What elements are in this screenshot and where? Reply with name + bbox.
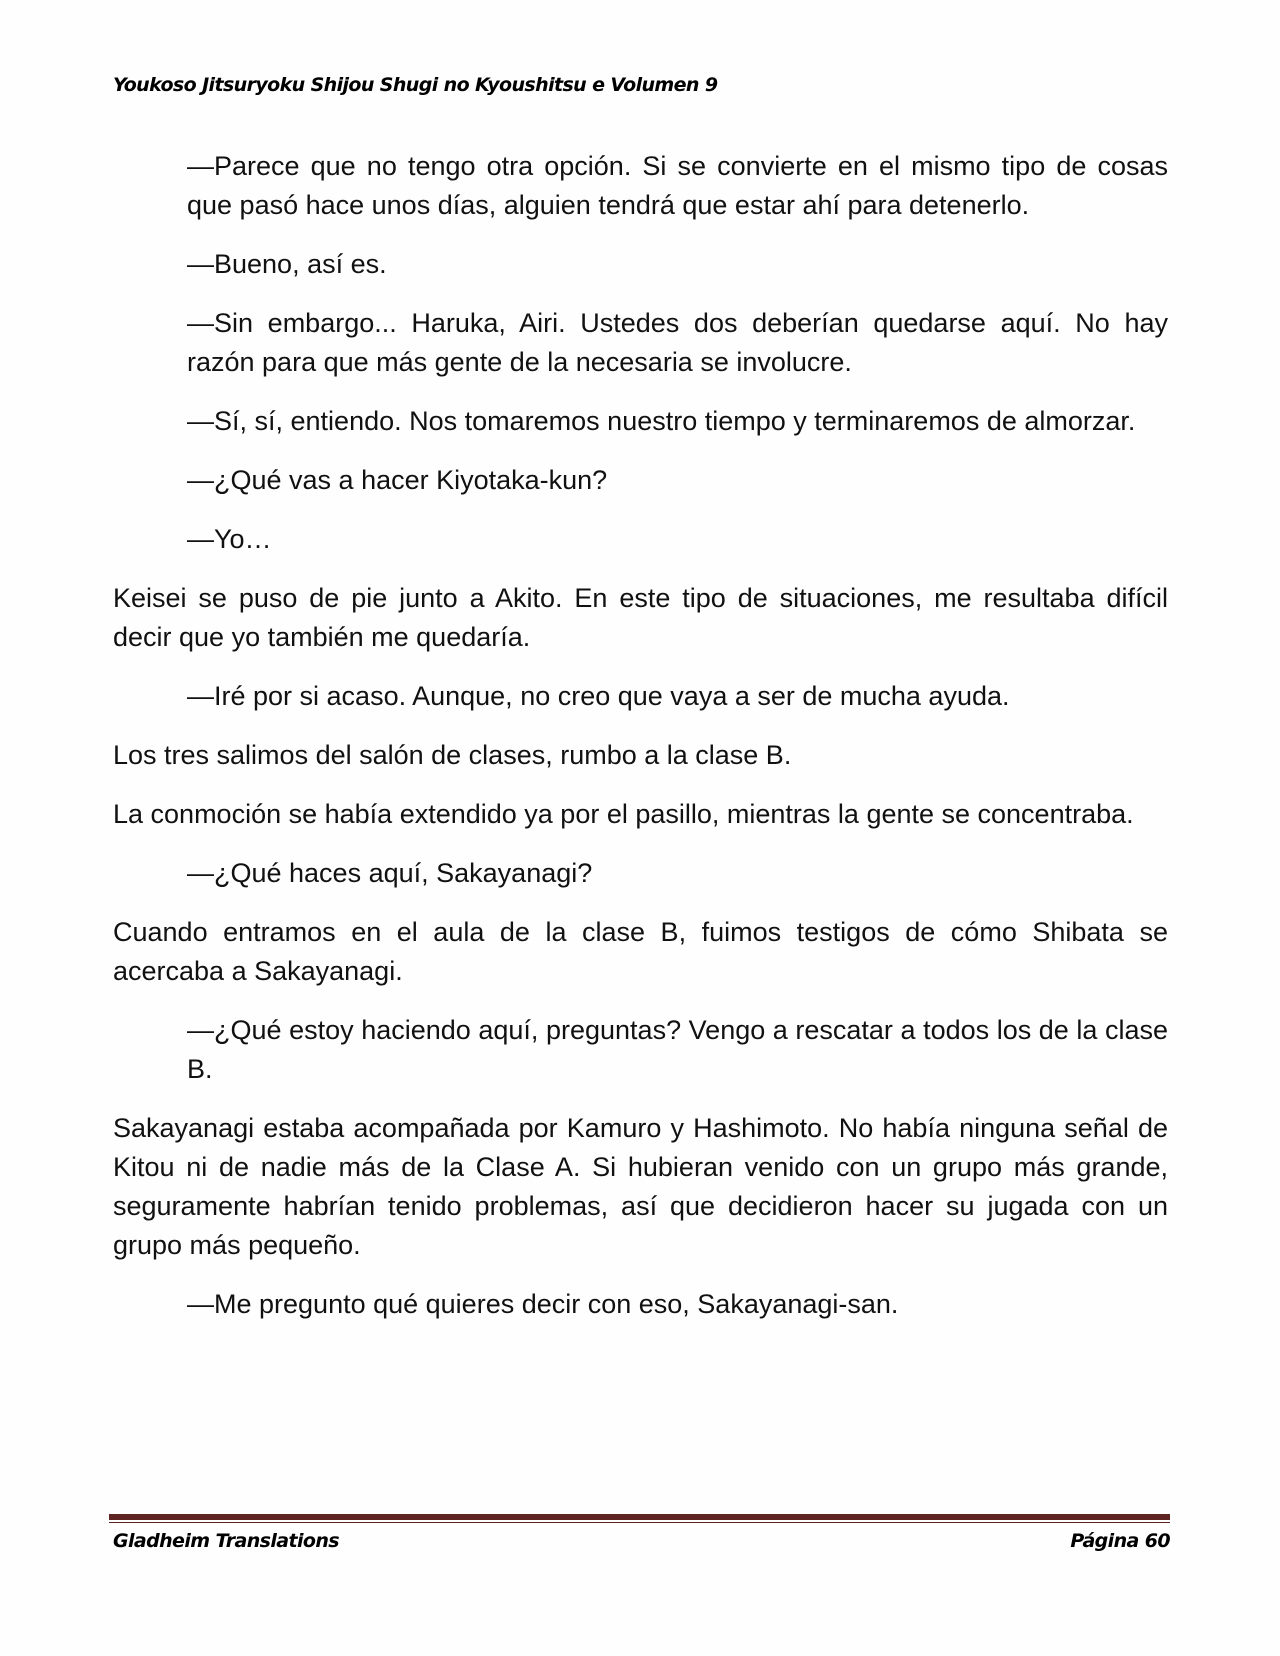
paragraph-narration: Sakayanagi estaba acompañada por Kamuro y Hashimoto. No había ninguna señal de Kitou ni de nadie más de la Clase A. Si hubieran venido con un grupo más grande, seguramente habrían tenido problemas, así que decidieron hacer su jugada con un grupo más pequeño. bbox=[113, 1113, 1168, 1260]
running-header-title: Youkoso Jitsuryoku Shijou Shugi no Kyoushitsu e Volumen 9 bbox=[113, 74, 718, 96]
footer-divider bbox=[109, 1514, 1170, 1520]
body-text bbox=[113, 147, 1168, 1344]
paragraph-dialogue: —¿Qué vas a hacer Kiyotaka-kun? bbox=[187, 465, 608, 495]
paragraph-dialogue: —Bueno, así es. bbox=[187, 249, 387, 279]
paragraph-dialogue: —Sí, sí, entiendo. Nos tomaremos nuestro tiempo y terminaremos de almorzar. bbox=[187, 406, 1136, 436]
paragraph-dialogue: —Me pregunto qué quieres decir con eso, Sakayanagi-san. bbox=[187, 1289, 899, 1319]
paragraph-narration: Keisei se puso de pie junto a Akito. En este tipo de situaciones, me resultaba difícil decir que yo también me quedaría. bbox=[113, 583, 1168, 652]
footer-divider-thin bbox=[109, 1522, 1170, 1523]
paragraph-dialogue: —Iré por si acaso. Aunque, no creo que vaya a ser de mucha ayuda. bbox=[187, 681, 1010, 711]
paragraph-narration: Los tres salimos del salón de clases, rumbo a la clase B. bbox=[113, 740, 792, 770]
paragraph-dialogue: —¿Qué estoy haciendo aquí, preguntas? Vengo a rescatar a todos los de la clase B. bbox=[187, 1015, 1168, 1084]
paragraph-narration: La conmoción se había extendido ya por el pasillo, mientras la gente se concentraba. bbox=[113, 799, 1134, 829]
paragraph-dialogue: —¿Qué haces aquí, Sakayanagi? bbox=[187, 858, 593, 888]
footer-page-number: Página 60 bbox=[1070, 1530, 1170, 1552]
paragraph-dialogue: —Parece que no tengo otra opción. Si se convierte en el mismo tipo de cosas que pasó hace unos días, alguien tendrá que estar ahí para detenerlo. bbox=[187, 151, 1168, 220]
paragraph-dialogue: —Sin embargo... Haruka, Airi. Ustedes dos deberían quedarse aquí. No hay razón para que más gente de la necesaria se involucre. bbox=[187, 308, 1168, 377]
paragraph-dialogue: —Yo… bbox=[187, 524, 272, 554]
paragraph-narration: Cuando entramos en el aula de la clase B, fuimos testigos de cómo Shibata se acercaba a Sakayanagi. bbox=[113, 917, 1168, 986]
footer-translator-credit: Gladheim Translations bbox=[113, 1530, 339, 1552]
